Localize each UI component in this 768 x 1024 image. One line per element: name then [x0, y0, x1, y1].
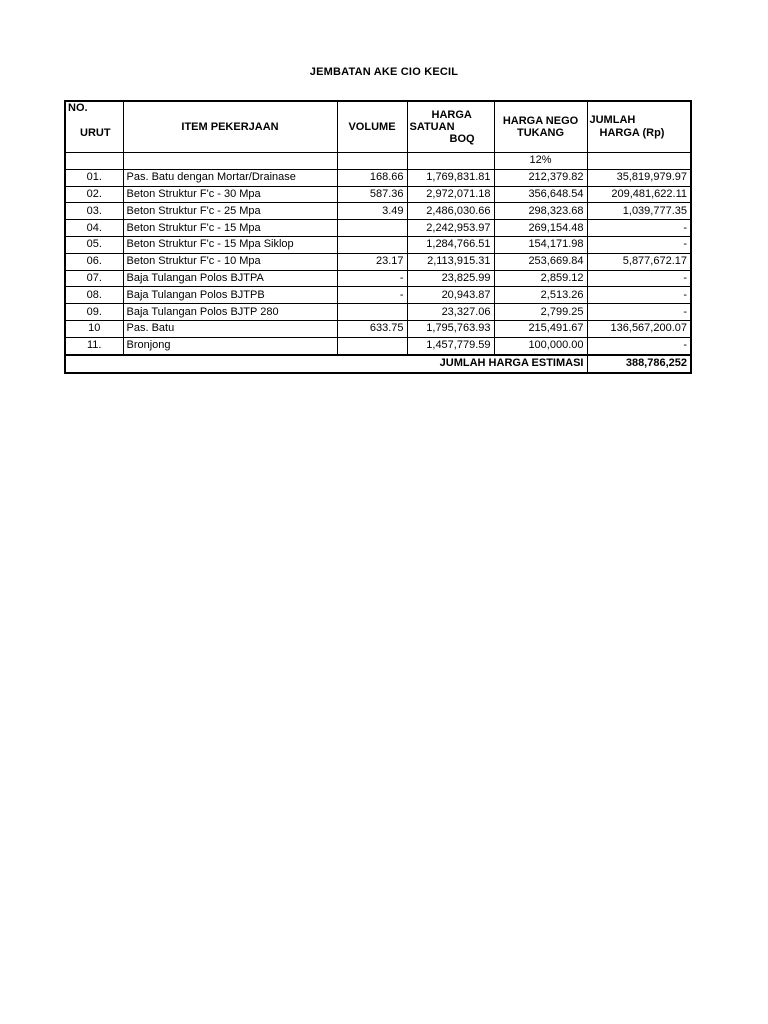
row-jumlah: - [587, 270, 691, 287]
table-cell [407, 153, 494, 170]
row-volume: 587.36 [337, 186, 407, 203]
row-volume: 23.17 [337, 253, 407, 270]
row-harga-boq: 2,113,915.31 [407, 253, 494, 270]
row-jumlah: - [587, 337, 691, 354]
row-jumlah: 35,819,979.97 [587, 169, 691, 186]
row-jumlah: - [587, 287, 691, 304]
row-harga-boq: 1,795,763.93 [407, 320, 494, 337]
row-no: 06. [65, 253, 123, 270]
row-item: Pas. Batu [123, 320, 337, 337]
row-no: 09. [65, 304, 123, 321]
row-harga-nego: 269,154.48 [494, 220, 587, 237]
header-harga-satuan-boq [407, 101, 494, 153]
row-harga-boq: 23,825.99 [407, 270, 494, 287]
header-harga-line2: SATUAN [409, 121, 455, 133]
header-jumlah-line1: JUMLAH [589, 114, 636, 126]
row-harga-nego: 100,000.00 [494, 337, 587, 354]
row-harga-boq: 1,769,831.81 [407, 169, 494, 186]
row-jumlah: - [587, 304, 691, 321]
row-item: Beton Struktur F'c - 15 Mpa [123, 220, 337, 237]
row-volume: 3.49 [337, 203, 407, 220]
row-item: Baja Tulangan Polos BJTP 280 [123, 304, 337, 321]
row-harga-boq: 1,457,779.59 [407, 337, 494, 354]
row-harga-nego: 253,669.84 [494, 253, 587, 270]
table-row [65, 304, 691, 321]
row-harga-boq: 1,284,766.51 [407, 236, 494, 253]
subheader-row [65, 153, 691, 170]
row-item: Beton Struktur F'c - 30 Mpa [123, 186, 337, 203]
total-label: JUMLAH HARGA ESTIMASI [65, 355, 587, 373]
row-item: Beton Struktur F'c - 15 Mpa Siklop [123, 236, 337, 253]
table-row [65, 320, 691, 337]
table-row [65, 236, 691, 253]
row-harga-boq: 2,242,953.97 [407, 220, 494, 237]
table-header-row [65, 101, 691, 153]
row-no: 07. [65, 270, 123, 287]
page-title: JEMBATAN AKE CIO KECIL [309, 66, 459, 78]
row-harga-nego: 2,513.26 [494, 287, 587, 304]
header-harga-line3: BOQ [449, 133, 475, 145]
table-cell [337, 153, 407, 170]
header-jumlah-harga [587, 101, 691, 153]
total-value: 388,786,252 [587, 355, 691, 373]
row-no: 04. [65, 220, 123, 237]
row-harga-nego: 2,799.25 [494, 304, 587, 321]
row-no: 02. [65, 186, 123, 203]
nego-percent: 12% [494, 153, 587, 170]
row-harga-nego: 212,379.82 [494, 169, 587, 186]
row-volume: 633.75 [337, 320, 407, 337]
row-harga-nego: 356,648.54 [494, 186, 587, 203]
header-nego-line1: HARGA NEGO [502, 115, 579, 127]
row-jumlah: 136,567,200.07 [587, 320, 691, 337]
row-no: 08. [65, 287, 123, 304]
row-jumlah: - [587, 236, 691, 253]
row-jumlah: 5,877,672.17 [587, 253, 691, 270]
row-jumlah: 209,481,622.11 [587, 186, 691, 203]
table-row [65, 270, 691, 287]
row-harga-nego: 2,859.12 [494, 270, 587, 287]
header-harga-line1: HARGA [431, 109, 472, 121]
header-urut-label: URUT [80, 127, 111, 139]
table-cell [65, 153, 123, 170]
table-cell [587, 153, 691, 170]
table-row [65, 186, 691, 203]
table-cell [123, 153, 337, 170]
row-item: Baja Tulangan Polos BJTPA [123, 270, 337, 287]
row-harga-nego: 154,171.98 [494, 236, 587, 253]
table-row [65, 220, 691, 237]
header-volume: VOLUME [337, 101, 407, 153]
row-jumlah: 1,039,777.35 [587, 203, 691, 220]
header-nego-line2: TUKANG [516, 127, 565, 139]
row-no: 05. [65, 236, 123, 253]
header-jumlah-line2: HARGA (Rp) [599, 127, 665, 139]
row-harga-boq: 2,486,030.66 [407, 203, 494, 220]
row-item: Beton Struktur F'c - 10 Mpa [123, 253, 337, 270]
row-harga-boq: 2,972,071.18 [407, 186, 494, 203]
row-item: Beton Struktur F'c - 25 Mpa [123, 203, 337, 220]
table-row [65, 169, 691, 186]
boq-table [64, 100, 692, 374]
row-volume: 168.66 [337, 169, 407, 186]
table-row [65, 253, 691, 270]
row-jumlah: - [587, 220, 691, 237]
header-item-pekerjaan: ITEM PEKERJAAN [123, 101, 337, 153]
table-row [65, 203, 691, 220]
header-no-label: NO. [68, 102, 88, 114]
row-volume: - [337, 270, 407, 287]
row-harga-nego: 298,323.68 [494, 203, 587, 220]
row-volume [337, 304, 407, 321]
row-no: 10 [65, 320, 123, 337]
row-harga-boq: 23,327.06 [407, 304, 494, 321]
row-volume [337, 337, 407, 354]
row-no: 11. [65, 337, 123, 354]
row-no: 03. [65, 203, 123, 220]
table-row [65, 337, 691, 354]
row-volume: - [337, 287, 407, 304]
row-item: Baja Tulangan Polos BJTPB [123, 287, 337, 304]
row-item: Pas. Batu dengan Mortar/Drainase [123, 169, 337, 186]
total-row [65, 355, 691, 373]
row-item: Bronjong [123, 337, 337, 354]
header-no-urut [65, 101, 123, 153]
row-harga-boq: 20,943.87 [407, 287, 494, 304]
row-harga-nego: 215,491.67 [494, 320, 587, 337]
row-no: 01. [65, 169, 123, 186]
header-harga-nego-tukang [494, 101, 587, 153]
row-volume [337, 220, 407, 237]
table-row [65, 287, 691, 304]
row-volume [337, 236, 407, 253]
